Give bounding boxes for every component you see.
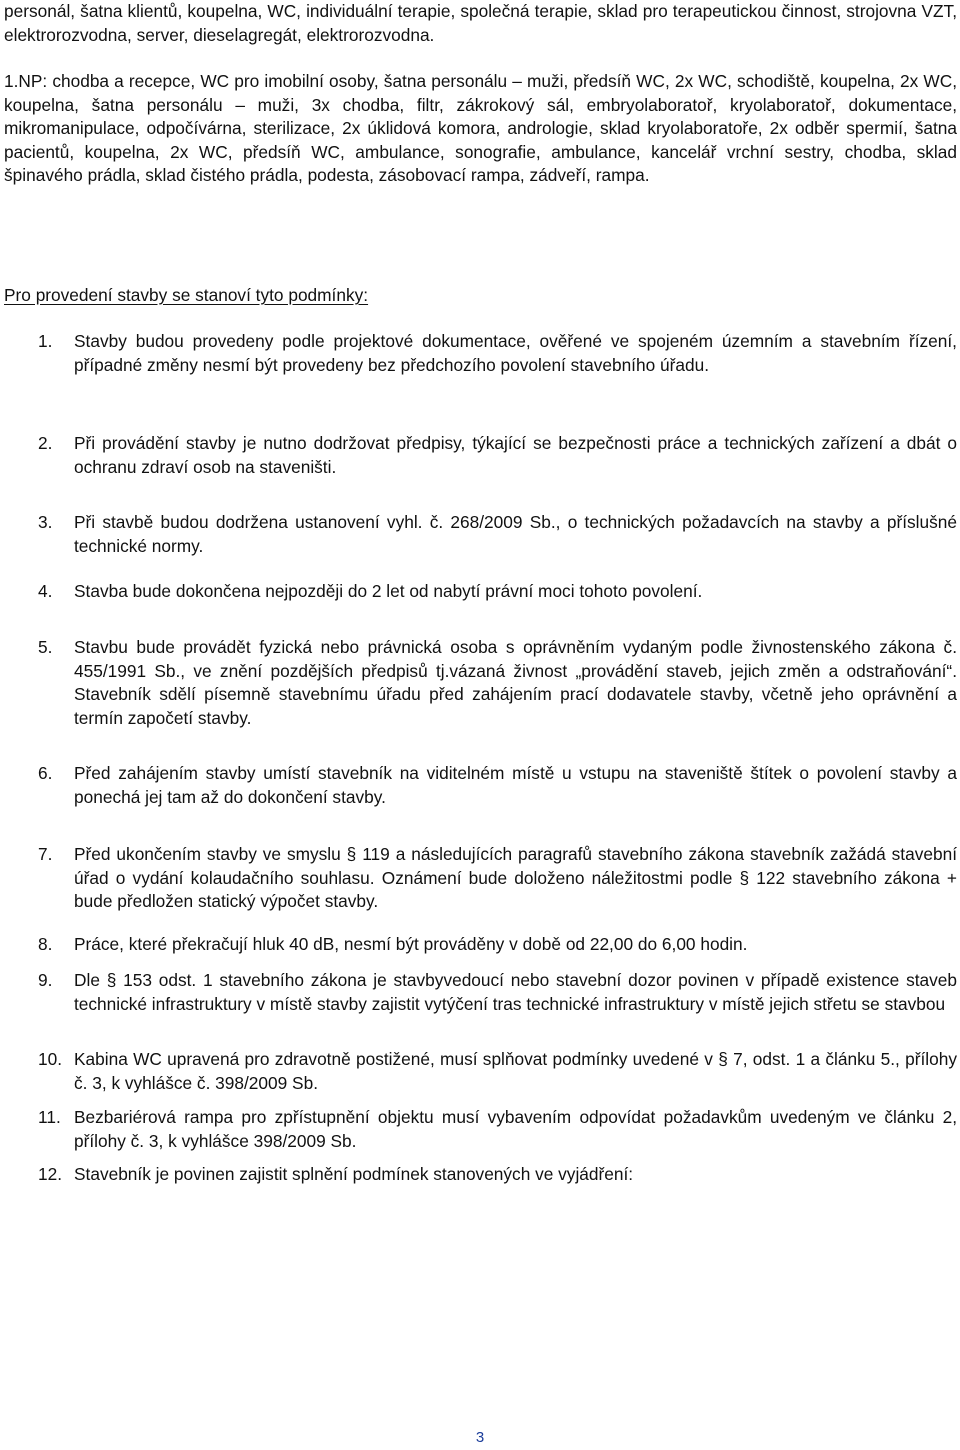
condition-number: 2. bbox=[38, 433, 53, 453]
condition-number: 9. bbox=[38, 970, 53, 990]
condition-number: 10. bbox=[38, 1049, 63, 1069]
condition-text: Dle § 153 odst. 1 stavebního zákona je stavbyvedoucí nebo stavební dozor povinen v případě existence staveb technické infrastruktury v místě stavby zajistit vytýčení tras technické infrastruktury v místě jejich střetu se stavbou bbox=[74, 970, 957, 1014]
condition-item bbox=[4, 636, 957, 730]
condition-item bbox=[4, 933, 957, 957]
condition-text: Při stavbě budou dodržena ustanovení vyhl. č. 268/2009 Sb., o technických požadavcích na stavby a příslušné technické normy. bbox=[74, 512, 957, 556]
condition-number: 3. bbox=[38, 512, 53, 532]
condition-item bbox=[4, 580, 957, 604]
page-number: 3 bbox=[475, 1429, 485, 1446]
condition-number: 1. bbox=[38, 331, 53, 351]
condition-text: Bezbariérová rampa pro zpřístupnění objektu musí vybavením odpovídat požadavkům uvedeným ve článku 2, přílohy č. 3, k vyhlášce 398/2009 Sb. bbox=[74, 1107, 957, 1151]
condition-number: 4. bbox=[38, 581, 53, 601]
condition-text: Práce, které překračují hluk 40 dB, nesmí být prováděny v době od 22,00 do 6,00 hodin. bbox=[74, 934, 748, 954]
condition-text: Před ukončením stavby ve smyslu § 119 a následujících paragrafů stavebního zákona stavebník zažádá stavební úřad o vydání kolaudačního souhlasu. Oznámení bude doloženo náležitostmi podle § 122 stavebního zákona + bude předložen statický výpočet stavby. bbox=[74, 844, 957, 911]
condition-number: 5. bbox=[38, 637, 53, 657]
condition-number: 6. bbox=[38, 763, 53, 783]
condition-text: Před zahájením stavby umístí stavebník na viditelném místě u vstupu na staveniště štítek o povolení stavby a ponechá jej tam až do dokončení stavby. bbox=[74, 763, 957, 807]
condition-number: 12. bbox=[38, 1164, 63, 1184]
condition-item bbox=[4, 330, 957, 377]
condition-item bbox=[4, 969, 957, 1016]
condition-number: 11. bbox=[38, 1107, 61, 1127]
condition-text: Stavby budou provedeny podle projektové dokumentace, ověřené ve spojeném územním a stavebním řízení, případné změny nesmí být provedeny bez předchozího povolení stavebního úřadu. bbox=[74, 331, 957, 375]
condition-item bbox=[4, 1106, 957, 1153]
condition-number: 7. bbox=[38, 844, 53, 864]
condition-text: Při provádění stavby je nutno dodržovat předpisy, týkající se bezpečnosti práce a technických zařízení a dbát o ochranu zdraví osob na staveništi. bbox=[74, 433, 957, 477]
condition-item bbox=[4, 1048, 957, 1095]
condition-item bbox=[4, 432, 957, 479]
condition-item bbox=[4, 1163, 957, 1187]
condition-item bbox=[4, 511, 957, 558]
condition-number: 8. bbox=[38, 934, 53, 954]
condition-text: Stavebník je povinen zajistit splnění podmínek stanovených ve vyjádření: bbox=[74, 1164, 634, 1184]
condition-item bbox=[4, 762, 957, 809]
conditions-heading: Pro provedení stavby se stanoví tyto podmínky: bbox=[4, 285, 369, 305]
first-floor-paragraph: 1.NP: chodba a recepce, WC pro imobilní osoby, šatna personálu – muži, předsíň WC, 2x WC, schodiště, koupelna, 2x WC, koupelna, šatna personálu – muži, 3x chodba, filtr, zákrokový sál, embryolaboratoř, kryolaboratoř, dokumentace, mikromanipulace, odpočívárna, sterilizace, 2x úklidová komora, andrologie, sklad kryolaboratoře, 2x odběr spermií, šatna pacientů, koupelna, 2x WC, předsíň WC, ambulance, sonografie, ambulance, kancelář vrchní sestry, chodba, sklad špinavého prádla, sklad čistého prádla, podesta, zásobovací rampa, zádveří, rampa. bbox=[4, 71, 957, 185]
intro-continuation-paragraph: personál, šatna klientů, koupelna, WC, individuální terapie, společná terapie, sklad pro terapeutickou činnost, strojovna VZT, elektrorozvodna, server, dieselagregát, elektrorozvodna. bbox=[4, 1, 957, 45]
condition-text: Kabina WC upravená pro zdravotně postižené, musí splňovat podmínky uvedené v § 7, odst. 1 a článku 5., přílohy č. 3, k vyhlášce č. 398/2009 Sb. bbox=[74, 1049, 957, 1093]
condition-item bbox=[4, 843, 957, 914]
condition-text: Stavba bude dokončena nejpozději do 2 let od nabytí právní moci tohoto povolení. bbox=[74, 581, 703, 601]
condition-text: Stavbu bude provádět fyzická nebo právnická osoba s oprávněním vydaným podle živnostenského zákona č. 455/1991 Sb., ve znění pozdějších předpisů tj.vázaná živnost „provádění staveb, jejich změn a odstraňování“. Stavebník sdělí písemně stavebnímu úřadu před zahájením prací dodavatele stavby, včetně jeho oprávnění a termín započetí stavby. bbox=[74, 637, 957, 728]
